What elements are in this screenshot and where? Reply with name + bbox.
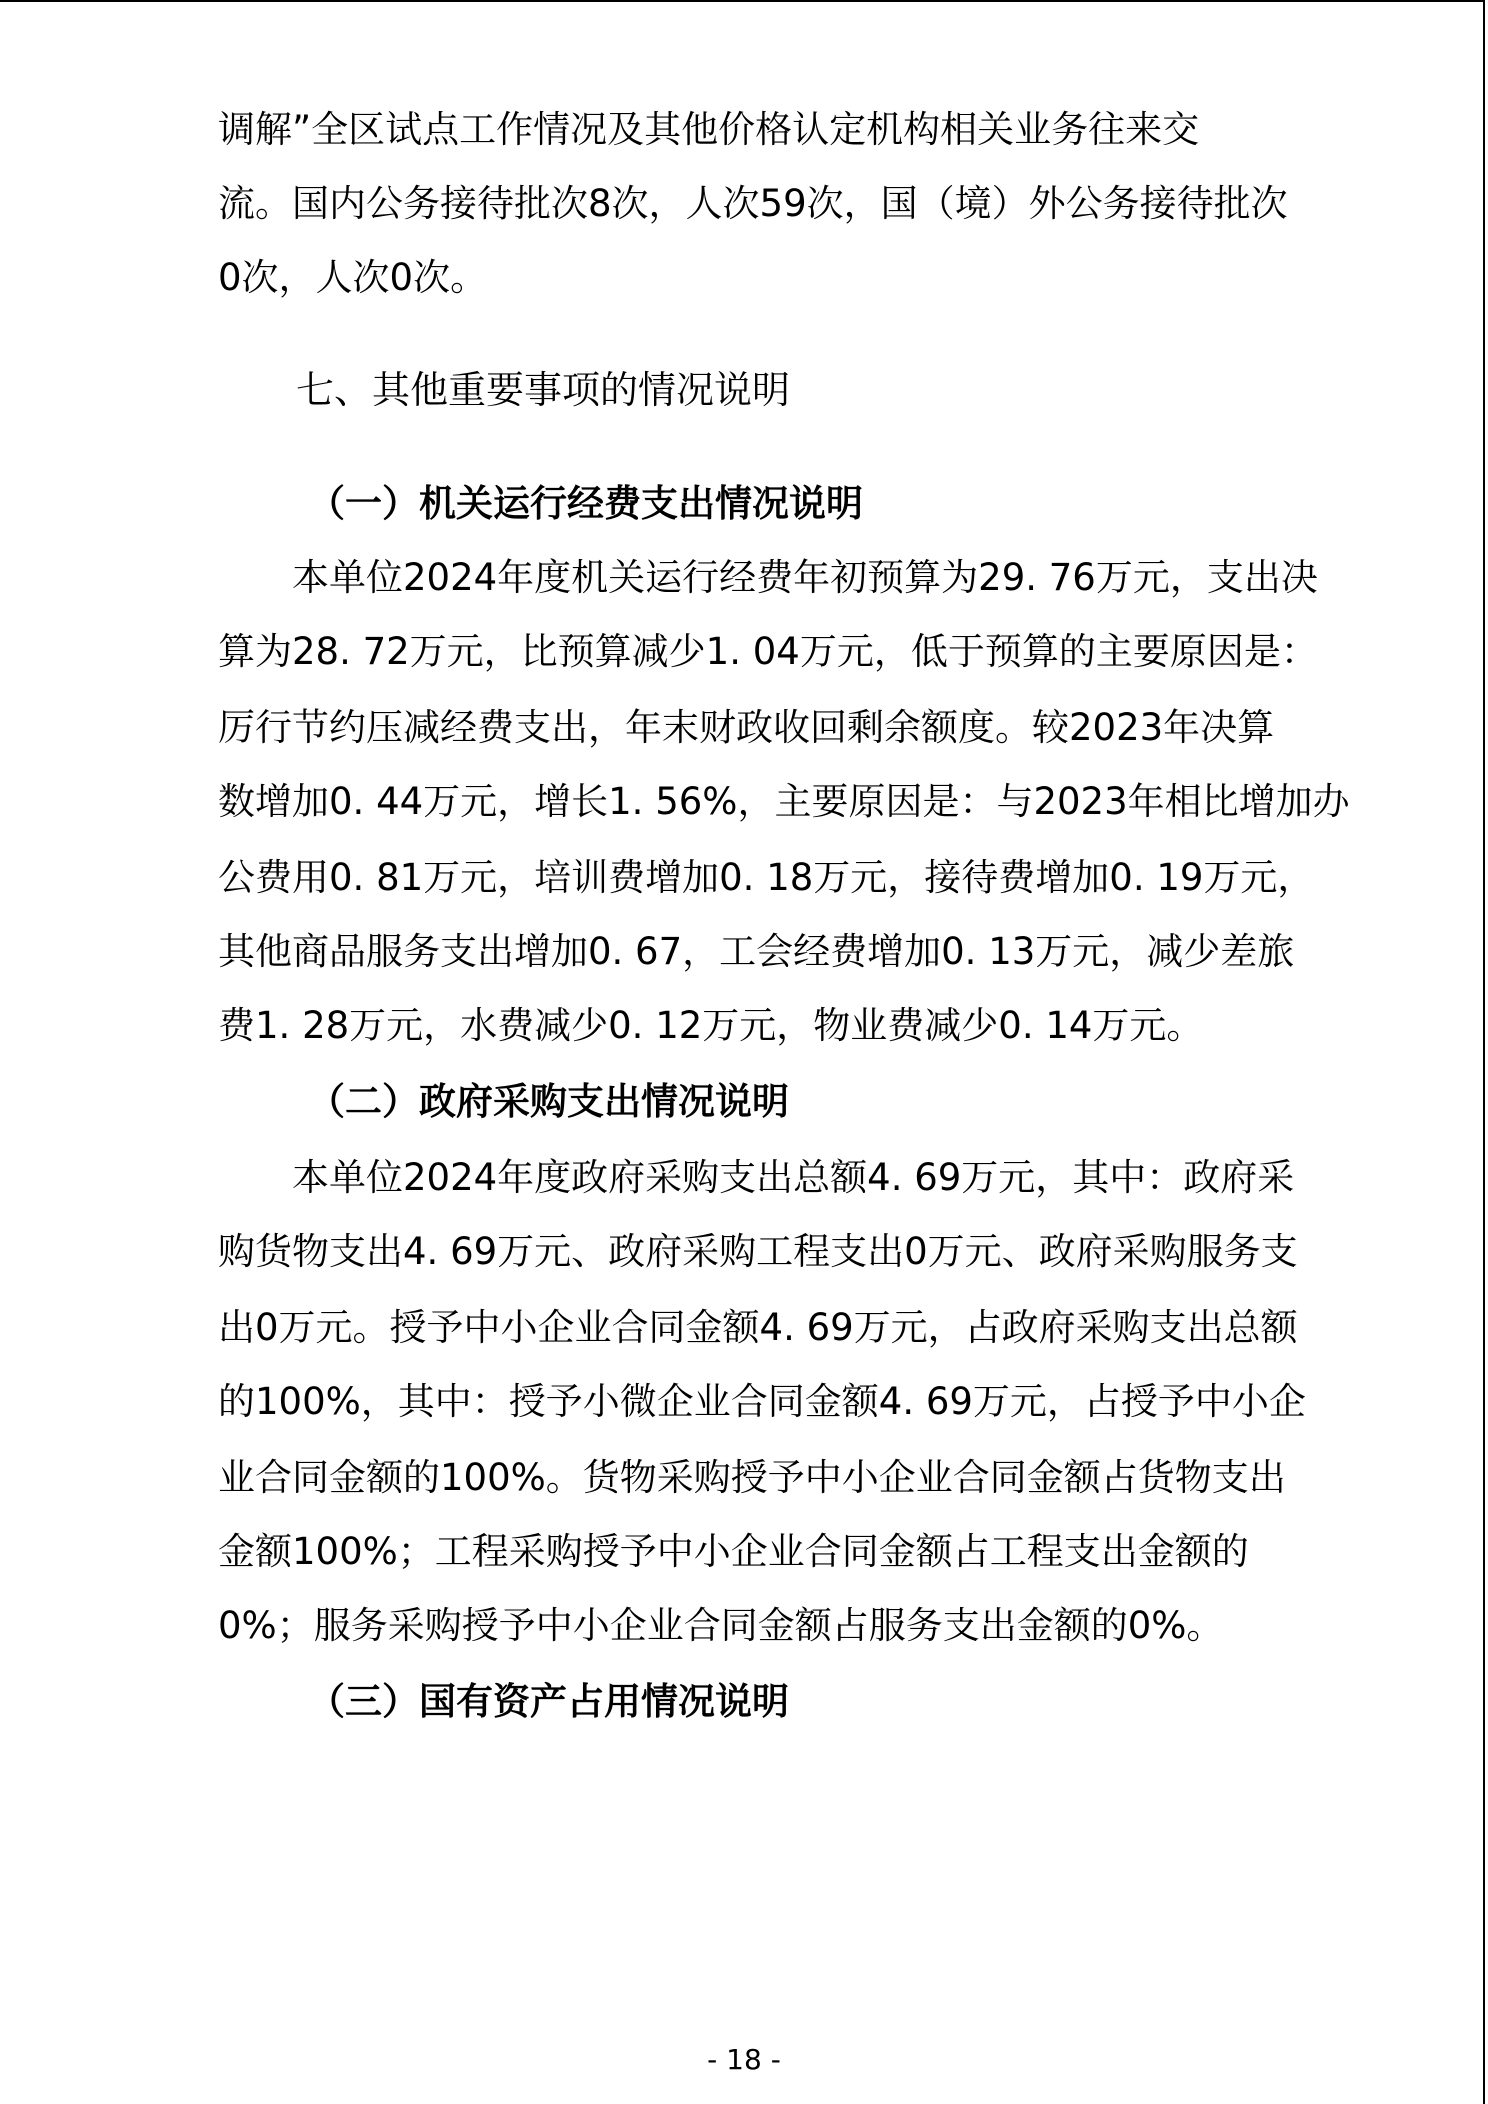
page-number: - 18 - [707,2043,781,2076]
paragraph-line: 本单位2024年度政府采购支出总额4. 69万元，其中：政府采 [292,1156,1295,1199]
paragraph-line: 金额100%；工程采购授予中小企业合同金额占工程支出金额的 [218,1530,1249,1573]
paragraph-line: 0次，人次0次。 [218,256,488,299]
subsection-heading-1: （一）机关运行经费支出情况说明 [308,482,863,525]
paragraph-line: 调解”全区试点工作情况及其他价格认定机构相关业务往来交 [218,108,1200,151]
paragraph-line: 流。国内公务接待批次8次，人次59次，国（境）外公务接待批次 [218,182,1288,225]
paragraph-line: 厉行节约压减经费支出，年末财政收回剩余额度。较2023年决算 [218,706,1275,749]
subsection-heading-3: （三）国有资产占用情况说明 [308,1680,789,1723]
paragraph-line: 本单位2024年度机关运行经费年初预算为29. 76万元，支出决 [292,556,1318,599]
section-heading-7: 七、其他重要事项的情况说明 [296,368,791,412]
paragraph-line: 公费用0. 81万元，培训费增加0. 18万元，接待费增加0. 19万元， [218,856,1315,899]
paragraph-line: 算为28. 72万元，比预算减少1. 04万元，低于预算的主要原因是： [218,630,1318,673]
paragraph-line: 费1. 28万元，水费减少0. 12万元，物业费减少0. 14万元。 [218,1004,1204,1047]
paragraph-line: 的100%，其中：授予小微企业合同金额4. 69万元，占授予中小企 [218,1380,1306,1423]
paragraph-line: 出0万元。授予中小企业合同金额4. 69万元，占政府采购支出总额 [218,1306,1298,1349]
paragraph-line: 购货物支出4. 69万元、政府采购工程支出0万元、政府采购服务支 [218,1230,1298,1273]
paragraph-line: 其他商品服务支出增加0. 67，工会经费增加0. 13万元，减少差旅 [218,930,1295,973]
paragraph-line: 数增加0. 44万元，增长1. 56%，主要原因是：与2023年相比增加办 [218,780,1350,823]
paragraph-line: 业合同金额的100%。货物采购授予中小企业合同金额占货物支出 [218,1456,1286,1499]
subsection-heading-2: （二）政府采购支出情况说明 [308,1080,789,1123]
paragraph-line: 0%；服务采购授予中小企业合同金额占服务支出金额的0%。 [218,1604,1224,1647]
